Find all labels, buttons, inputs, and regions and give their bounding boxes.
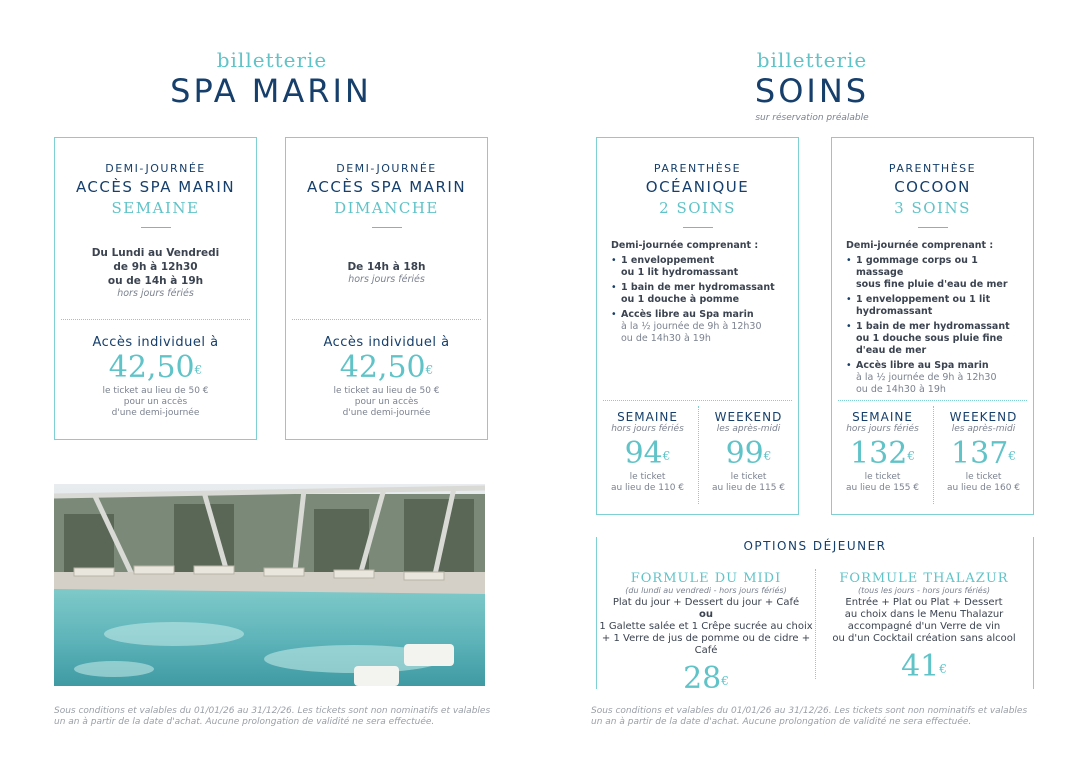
price-semaine: SEMAINE hors jours fériés 132€ le ticket au lieu de 155 € bbox=[845, 410, 920, 493]
price-label: Accès individuel à bbox=[323, 335, 450, 350]
list-item: • 1 bain de mer hydromassant ou 1 douche sous pluie fine d'eau de mer bbox=[846, 321, 1025, 357]
list-item: • Accès libre au Spa marin à la ½ journée de 9h à 12h30 ou de 14h30 à 19h bbox=[611, 309, 790, 345]
spa-pool-photo bbox=[54, 484, 485, 686]
card-top-label: DEMI-JOURNÉE bbox=[336, 162, 437, 175]
intro-text: Demi-journée comprenant : bbox=[846, 240, 994, 251]
card-top-label: DEMI-JOURNÉE bbox=[105, 162, 206, 175]
card-name: COCOON bbox=[894, 178, 971, 196]
card-name: ACCÈS SPA MARIN bbox=[75, 178, 236, 196]
soins-cocoon-card[interactable] bbox=[831, 137, 1034, 515]
hours-note: hors jours fériés bbox=[348, 274, 425, 285]
card-variant: 2 SOINS bbox=[659, 199, 736, 217]
disclaimer-line: Sous conditions et valables du 01/01/26 au 31/12/26. Les tickets sont non nominatifs et valables bbox=[54, 706, 491, 716]
list-item: • Accès libre au Spa marin à la ½ journée de 9h à 12h30 ou de 14h30 à 19h bbox=[846, 360, 1025, 396]
right-script-title: billetterie bbox=[756, 48, 868, 72]
card-top-label: PARENTHÈSE bbox=[653, 162, 742, 175]
hours-line: ou de 14h à 19h bbox=[107, 275, 204, 287]
divider bbox=[683, 227, 713, 228]
price-fine: le ticket au lieu de 50 € bbox=[102, 386, 209, 396]
card-variant: 3 SOINS bbox=[894, 199, 971, 217]
card-name: OCÉANIQUE bbox=[645, 178, 750, 196]
price-label: Accès individuel à bbox=[92, 335, 219, 350]
card-top-label: PARENTHÈSE bbox=[888, 162, 977, 175]
dotted-separator bbox=[292, 319, 481, 320]
price-fine: d'une demi-journée bbox=[342, 408, 431, 418]
list-item: • 1 gommage corps ou 1 massage sous fine pluie d'eau de mer bbox=[846, 255, 1025, 291]
divider bbox=[918, 227, 948, 228]
list-item: • 1 enveloppement ou 1 lit hydromassant bbox=[611, 255, 790, 279]
disclaimer-line: un an à partir de la date d'achat. Aucune prolongation de validité ne sera effectuée. bbox=[591, 717, 972, 727]
formule-midi: FORMULE DU MIDI (du lundi au vendredi - hors jours fériés) Plat du jour + Dessert du jour + Café ou 1 Galette salée et 1 Crêpe sucrée au choix + 1 Verre de jus de pomme ou de cidre + Café 28€ bbox=[599, 571, 813, 696]
price-semaine: SEMAINE hors jours fériés 94€ le ticket au lieu de 110 € bbox=[610, 410, 685, 493]
price-fine: le ticket au lieu de 50 € bbox=[333, 386, 440, 396]
right-page-title: SOINS bbox=[754, 72, 870, 110]
hours-line: de 9h à 12h30 bbox=[113, 261, 198, 273]
hours-note: hors jours fériés bbox=[117, 288, 194, 299]
card-name: ACCÈS SPA MARIN bbox=[306, 178, 467, 196]
disclaimer-line: un an à partir de la date d'achat. Aucune prolongation de validité ne sera effectuée. bbox=[54, 717, 435, 727]
price-fine: pour un accès bbox=[354, 397, 419, 407]
hours-line: Du Lundi au Vendredi bbox=[91, 247, 220, 259]
soins-oceanique-card[interactable] bbox=[596, 137, 799, 515]
dotted-separator bbox=[603, 400, 792, 401]
lunch-options-panel bbox=[596, 537, 1034, 696]
spa-dimanche-card[interactable] bbox=[285, 137, 488, 440]
lunch-title: OPTIONS DÉJEUNER bbox=[743, 539, 887, 553]
price: 42,50€ bbox=[108, 350, 203, 385]
hours-line: De 14h à 18h bbox=[347, 261, 426, 273]
price: 42,50€ bbox=[339, 350, 434, 385]
price-fine: d'une demi-journée bbox=[111, 408, 200, 418]
dotted-separator bbox=[61, 319, 250, 320]
price-weekend: WEEKEND les après-midi 137€ le ticket au lieu de 160 € bbox=[946, 410, 1021, 493]
divider bbox=[141, 227, 171, 228]
intro-text: Demi-journée comprenant : bbox=[611, 240, 759, 251]
card-variant: SEMAINE bbox=[111, 199, 200, 217]
price-fine: pour un accès bbox=[123, 397, 188, 407]
card-variant: DIMANCHE bbox=[334, 199, 439, 217]
price-weekend: WEEKEND les après-midi 99€ le ticket au lieu de 115 € bbox=[711, 410, 786, 493]
left-page-title: SPA MARIN bbox=[170, 72, 372, 110]
spa-semaine-card[interactable] bbox=[54, 137, 257, 440]
right-subtitle: sur réservation préalable bbox=[755, 113, 869, 123]
list-item: • 1 enveloppement ou 1 lit hydromassant bbox=[846, 294, 1025, 318]
list-item: • 1 bain de mer hydromassant ou 1 douche à pomme bbox=[611, 282, 790, 306]
dotted-separator bbox=[838, 400, 1027, 401]
disclaimer-line: Sous conditions et valables du 01/01/26 au 31/12/26. Les tickets sont non nominatifs et valables bbox=[591, 706, 1028, 716]
divider bbox=[372, 227, 402, 228]
formule-thalazur: FORMULE THALAZUR (tous les jours - hors jours fériés) Entrée + Plat ou Plat + Dessert au choix dans le Menu Thalazur accompagné d'un Verre de vin ou d'un Cocktail création sans alcool 41€ bbox=[832, 571, 1016, 684]
left-script-title: billetterie bbox=[216, 48, 328, 72]
